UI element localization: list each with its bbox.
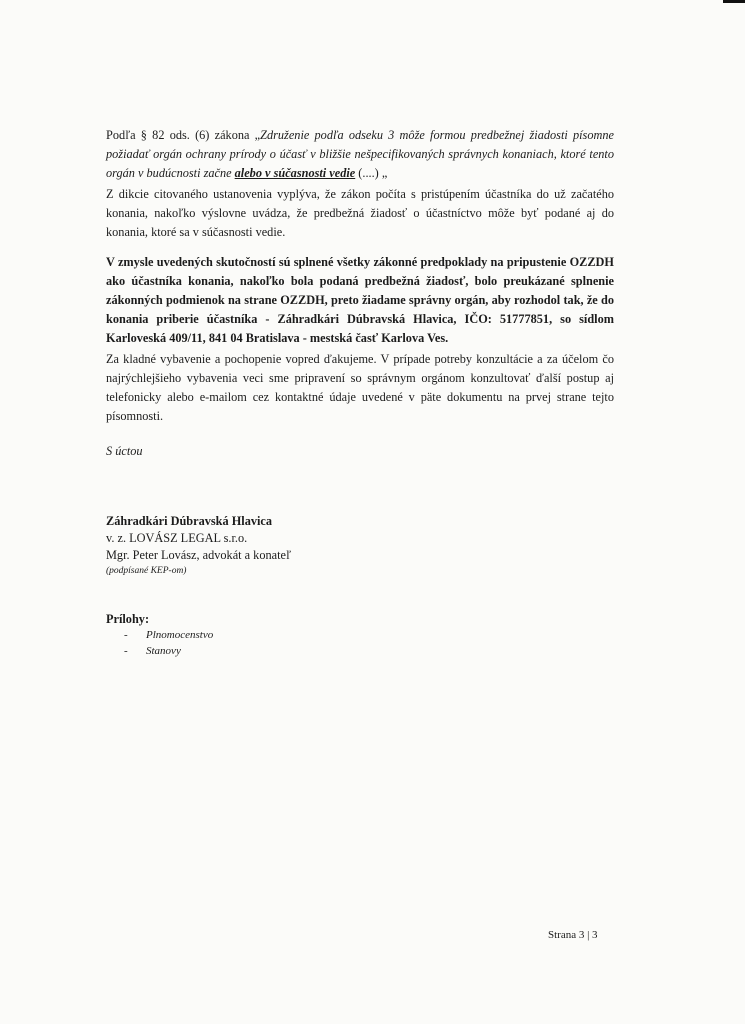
citation-emphasis: alebo v súčasnosti vedie [234, 166, 356, 180]
attachment-dash: - [124, 645, 128, 657]
signature-person: Mgr. Peter Lovász, advokát a konateľ [106, 548, 291, 562]
page-number: Strana 3 | 3 [548, 929, 598, 941]
attachment-item [106, 629, 214, 645]
salutation: S úctou [106, 444, 143, 458]
scan-edge-mark [723, 0, 745, 3]
citation-lead: Podľa § 82 ods. (6) zákona „ [106, 128, 261, 142]
attachment-item [106, 645, 181, 661]
signature-represented-by: v. z. LOVÁSZ LEGAL s.r.o. [106, 531, 248, 545]
attachment-label: Stanovy [146, 645, 181, 657]
paragraph-request: V zmysle uvedených skutočností sú splnené všetky zákonné predpoklady na pripustenie OZZDH ako účastníka konania, nakoľko bola podaná predbežná žiadosť, bolo preukázané splnenie zákonných podmienok na strane OZZDH, preto žiadame správny orgán, aby rozhodol tak, že do konania priberie účastníka - Záhradkári Dúbravská Hlavica, IČO: 51777851, so sídlom Karloveská 409/11, 841 04 Bratislava - mestská časť Karlova Ves. [106, 255, 614, 345]
citation-end: (....) „ [355, 166, 388, 180]
paragraph-legal-citation [106, 126, 614, 183]
signature-kep-note: (podpísané KEP-om) [106, 566, 187, 576]
signature-organization: Záhradkári Dúbravská Hlavica [106, 514, 273, 528]
attachments-section [106, 612, 214, 661]
attachment-label: Plnomocenstvo [146, 629, 214, 641]
paragraph-interpretation: Z dikcie citovaného ustanovenia vyplýva, že zákon počíta s pristúpením účastníka do už začatého konania, nakoľko výslovne uvádza, že predbežná žiadosť o účastníctvo môže byť podané aj do konania, ktoré sa v súčasnosti vedie. [106, 187, 614, 239]
citation-quote: Združenie podľa odseku 3 môže formou predbežnej žiadosti písomne požiadať orgán ochrany prírody o účasť v bližšie nešpecifikovaných správnych konaniach, ktoré tento orgán v budúcnosti začne [106, 128, 614, 180]
attachments-title: Prílohy: [106, 612, 150, 626]
attachment-dash: - [124, 629, 128, 641]
signature-block [106, 513, 291, 579]
paragraph-thanks: Za kladné vybavenie a pochopenie vopred ďakujeme. V prípade potreby konzultácie a za účelom čo najrýchlejšieho vybavenia veci sme pripravení so správnym orgánom konzultovať ďalší postup aj telefonicky alebo e-mailom cez kontaktné údaje uvedené v päte dokumentu na prvej strane tejto písomnosti. [106, 352, 614, 423]
